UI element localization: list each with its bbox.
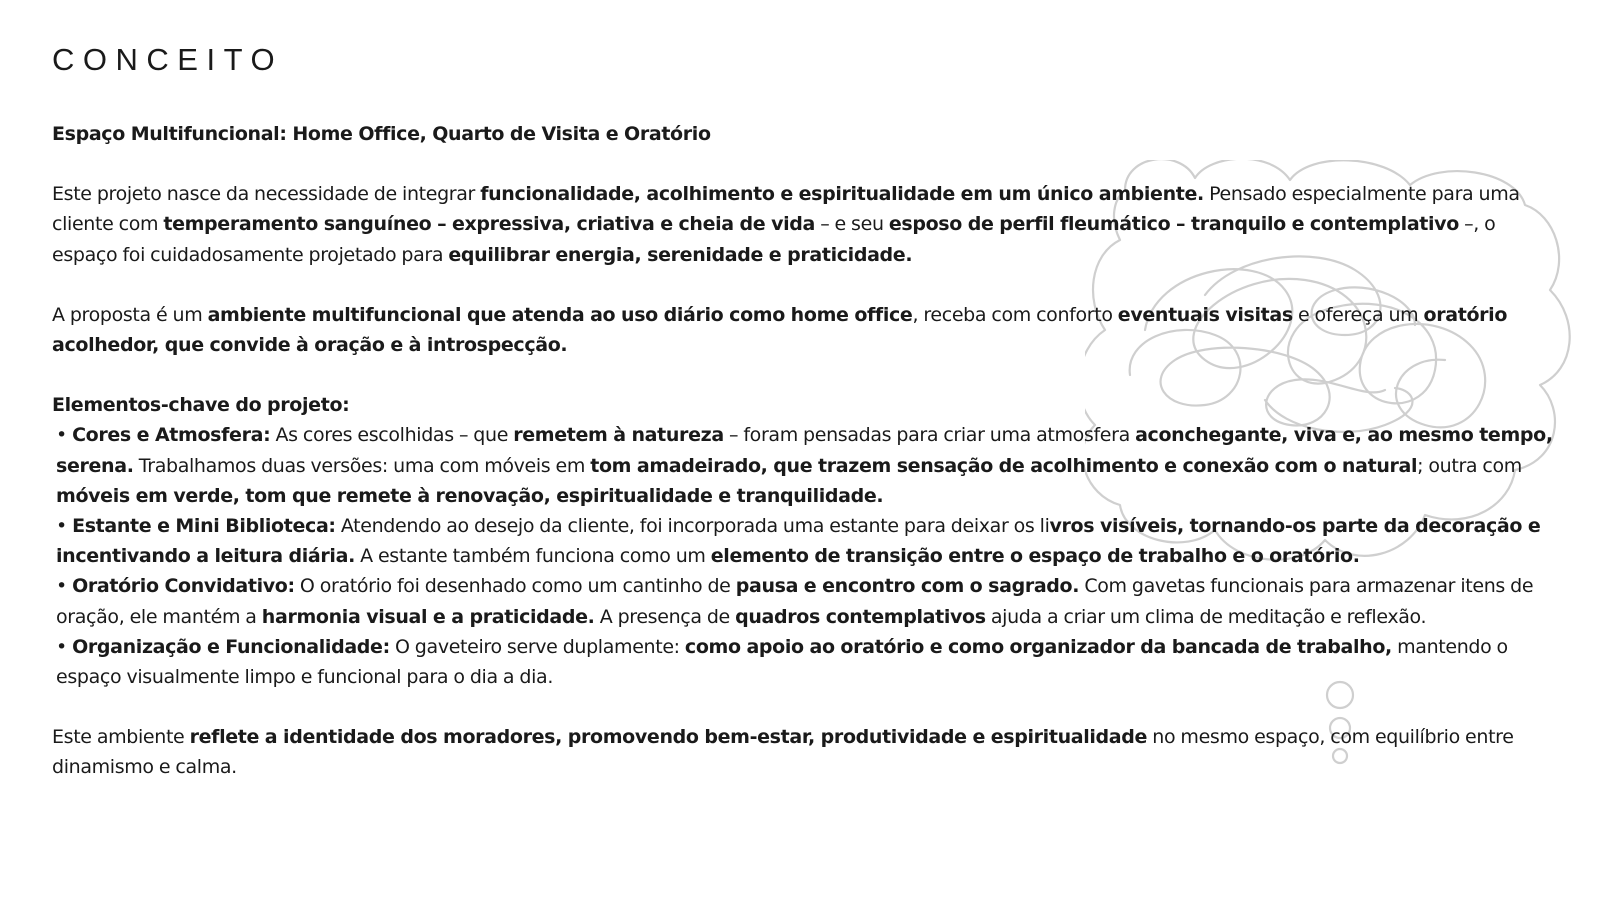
proposal-paragraph: A proposta é um ambiente multifuncional que atenda ao uso diário como home office, receba com conforto eventuais visitas e ofereça um oratório acolhedor, que convide à oração e à introspecção.: [52, 303, 1508, 357]
key-elements-heading: Elementos-chave do projeto:: [52, 394, 350, 417]
bullet-icon: •: [56, 424, 67, 447]
bullet-icon: •: [56, 515, 67, 538]
list-item-organizacao: • Organização e Funcionalidade: O gaveteiro serve duplamente: como apoio ao oratório e como organizador da bancada de trabalho, mantendo o espaço visualmente limpo e funcional para o dia a dia.: [56, 635, 1508, 689]
key-elements-section: [52, 390, 1562, 692]
list-item-estante: • Estante e Mini Biblioteca: Atendendo ao desejo da cliente, foi incorporada uma estante para deixar os livros visíveis, tornando-os parte da decoração e incentivando a leitura diária. A estante também funciona como um elemento de transição entre o espaço de trabalho e o oratório.: [56, 515, 1541, 568]
list-item-oratorio: • Oratório Convidativo: O oratório foi desenhado como um cantinho de pausa e encontro com o sagrado. Com gavetas funcionais para armazenar itens de oração, ele mantém a harmonia visual e a praticidade. A presença de quadros contemplativos ajuda a criar um clima de meditação e reflexão.: [56, 575, 1534, 628]
concept-page: [52, 40, 1562, 783]
closing-paragraph: Este ambiente reflete a identidade dos moradores, promovendo bem-estar, produtividade e espiritualidade no mesmo espaço, com equilíbrio entre dinamismo e calma.: [52, 726, 1514, 779]
page-title: CONCEITO: [52, 42, 284, 77]
bullet-icon: •: [56, 635, 67, 658]
intro-paragraph: Este projeto nasce da necessidade de integrar funcionalidade, acolhimento e espiritualidade em um único ambiente. Pensado especialmente para uma cliente com temperamento sanguíneo – expressiva, criativa e cheia de vida – e seu esposo de perfil fleumático – tranquilo e contemplativo –, o espaço foi cuidadosamente projetado para equilibrar energia, serenidade e praticidade.: [52, 183, 1520, 266]
page-subtitle: Espaço Multifuncional: Home Office, Quarto de Visita e Oratório: [52, 123, 711, 145]
list-item-cores: • Cores e Atmosfera: As cores escolhidas – que remetem à natureza – foram pensadas para criar uma atmosfera aconchegante, viva e, ao mesmo tempo, serena. Trabalhamos duas versões: uma com móveis em tom amadeirado, que trazem sensação de acolhimento e conexão com o natural; outra com móveis em verde, tom que remete à renovação, espiritualidade e tranquilidade.: [56, 424, 1553, 507]
bullet-icon: •: [56, 575, 67, 598]
